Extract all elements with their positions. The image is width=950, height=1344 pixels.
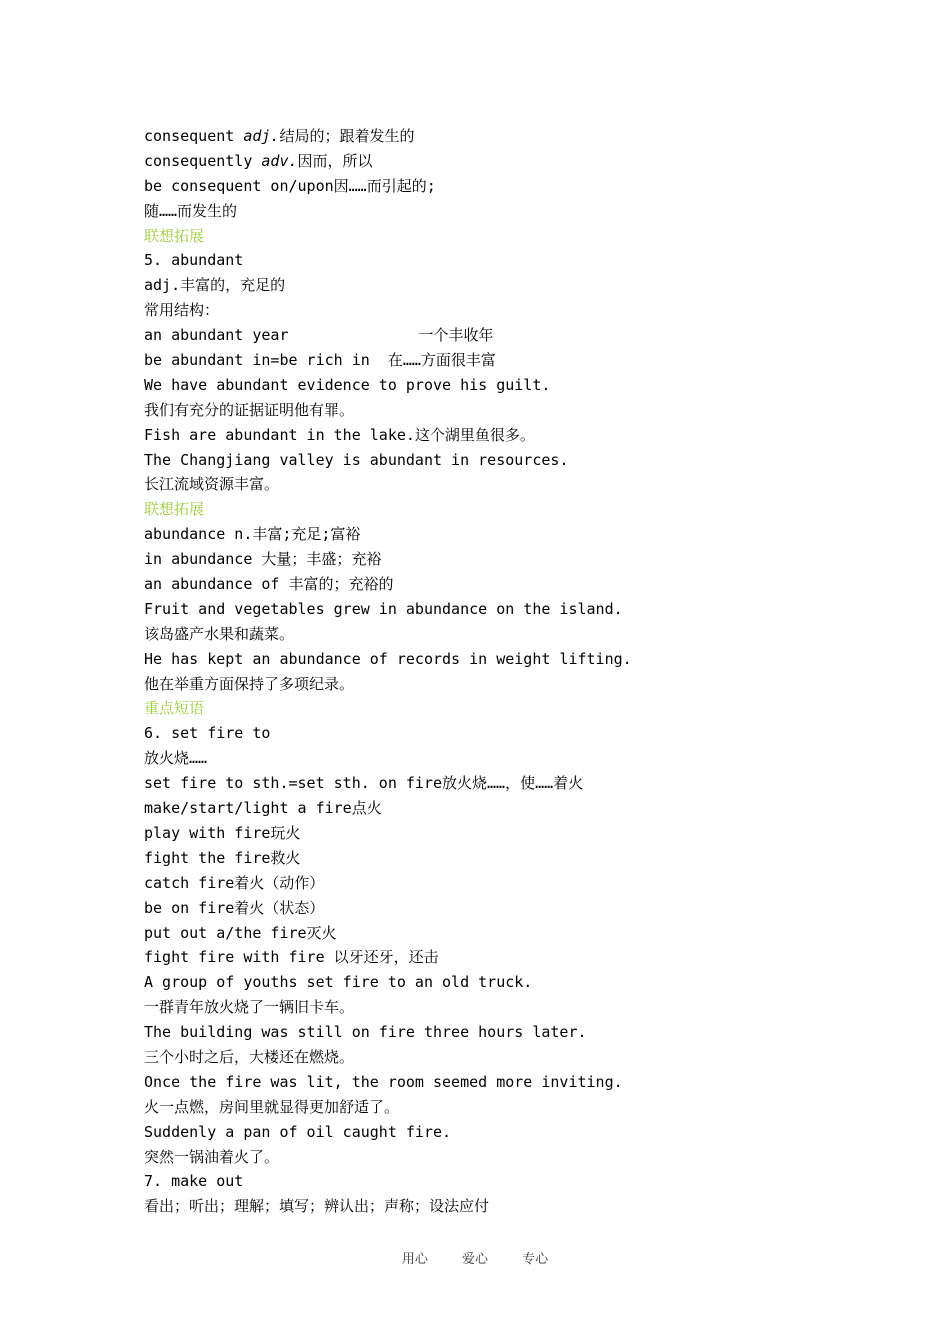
example-translation: 一群青年放火烧了一辆旧卡车。 [144,998,355,1017]
text-line: put out a/the fire灭火 [144,923,337,942]
example-translation: 该岛盛产水果和蔬菜。 [144,624,295,643]
part-of-speech: adj. [243,127,280,145]
example-translation: 他在举重方面保持了多项纪录。 [144,674,355,693]
example-sentence: A group of youths set fire to an old truck. [144,973,533,992]
example-sentence: The building was still on fire three hours later. [144,1023,587,1042]
text-line: 看出；听出；理解；填写；辨认出；声称；设法应付 [144,1197,490,1216]
text-line: 随……而发生的 [144,201,238,220]
example-sentence: We have abundant evidence to prove his guilt. [144,375,551,394]
footer-item: 爱心 [461,1252,488,1267]
definition: 结局的；跟着发生的 [279,127,415,145]
footer-item: 用心 [401,1252,428,1267]
text-line: fight fire with fire 以牙还牙，还击 [144,948,439,967]
word: consequently [144,151,262,170]
text-line: be abundant in=be rich in 在……方面很丰富 [144,351,496,370]
example-sentence: The Changjiang valley is abundant in resources. [144,450,569,469]
text-line: be consequent on/upon因……而引起的; [144,176,436,195]
entry-consequent [144,124,864,149]
section-heading: 重点短语 [144,699,205,718]
part-of-speech: adv. [261,151,298,170]
example-translation: 三个小时之后，大楼还在燃烧。 [144,1047,355,1066]
section-heading: 联想拓展 [144,500,205,519]
section-heading: 联想拓展 [144,226,205,245]
example-translation: 我们有充分的证据证明他有罪。 [144,400,355,419]
page-footer [0,1248,950,1267]
example-translation: 长江流域资源丰富。 [144,475,280,494]
text-line: play with fire玩火 [144,823,301,842]
text-line: an abundance of 丰富的；充裕的 [144,575,394,594]
entry-consequently [144,149,864,174]
text-line: in abundance 大量；丰盛；充裕 [144,550,382,569]
example-sentence: Fruit and vegetables grew in abundance on the island. [144,599,623,618]
text-line: 放火烧…… [144,749,208,768]
phrase: an abundant year [144,326,289,345]
vocab-heading: 6. set fire to [144,724,271,743]
example-sentence: Suddenly a pan of oil caught fire. [144,1122,452,1141]
text-line: catch fire着火（动作） [144,873,325,892]
vocab-heading: 5. abundant [144,251,244,270]
definition: 因而，所以 [297,151,373,170]
text-line: abundance n.丰富;充足;富裕 [144,525,361,544]
text-line: fight the fire救火 [144,848,301,867]
example-sentence: Once the fire was lit, the room seemed more inviting. [144,1072,623,1091]
vocab-heading: 7. make out [144,1172,244,1191]
text-line: adj.丰富的，充足的 [144,276,286,295]
example-sentence: He has kept an abundance of records in weight lifting. [144,649,632,668]
document-body [144,124,864,1219]
text-line: 常用结构： [144,301,220,320]
phrase-line [144,323,864,348]
phrase-translation: 一个丰收年 [418,326,494,345]
example-translation: 火一点燃，房间里就显得更加舒适了。 [144,1097,400,1116]
text-line: set fire to sth.=set sth. on fire放火烧……，使……着火 [144,774,584,793]
text-line: make/start/light a fire点火 [144,799,382,818]
word: consequent [144,127,244,145]
text-line: be on fire着火（状态） [144,898,325,917]
footer-item: 专心 [522,1252,549,1267]
example-translation: 突然一锅油着火了。 [144,1147,280,1166]
example-sentence: Fish are abundant in the lake.这个湖里鱼很多。 [144,425,535,444]
